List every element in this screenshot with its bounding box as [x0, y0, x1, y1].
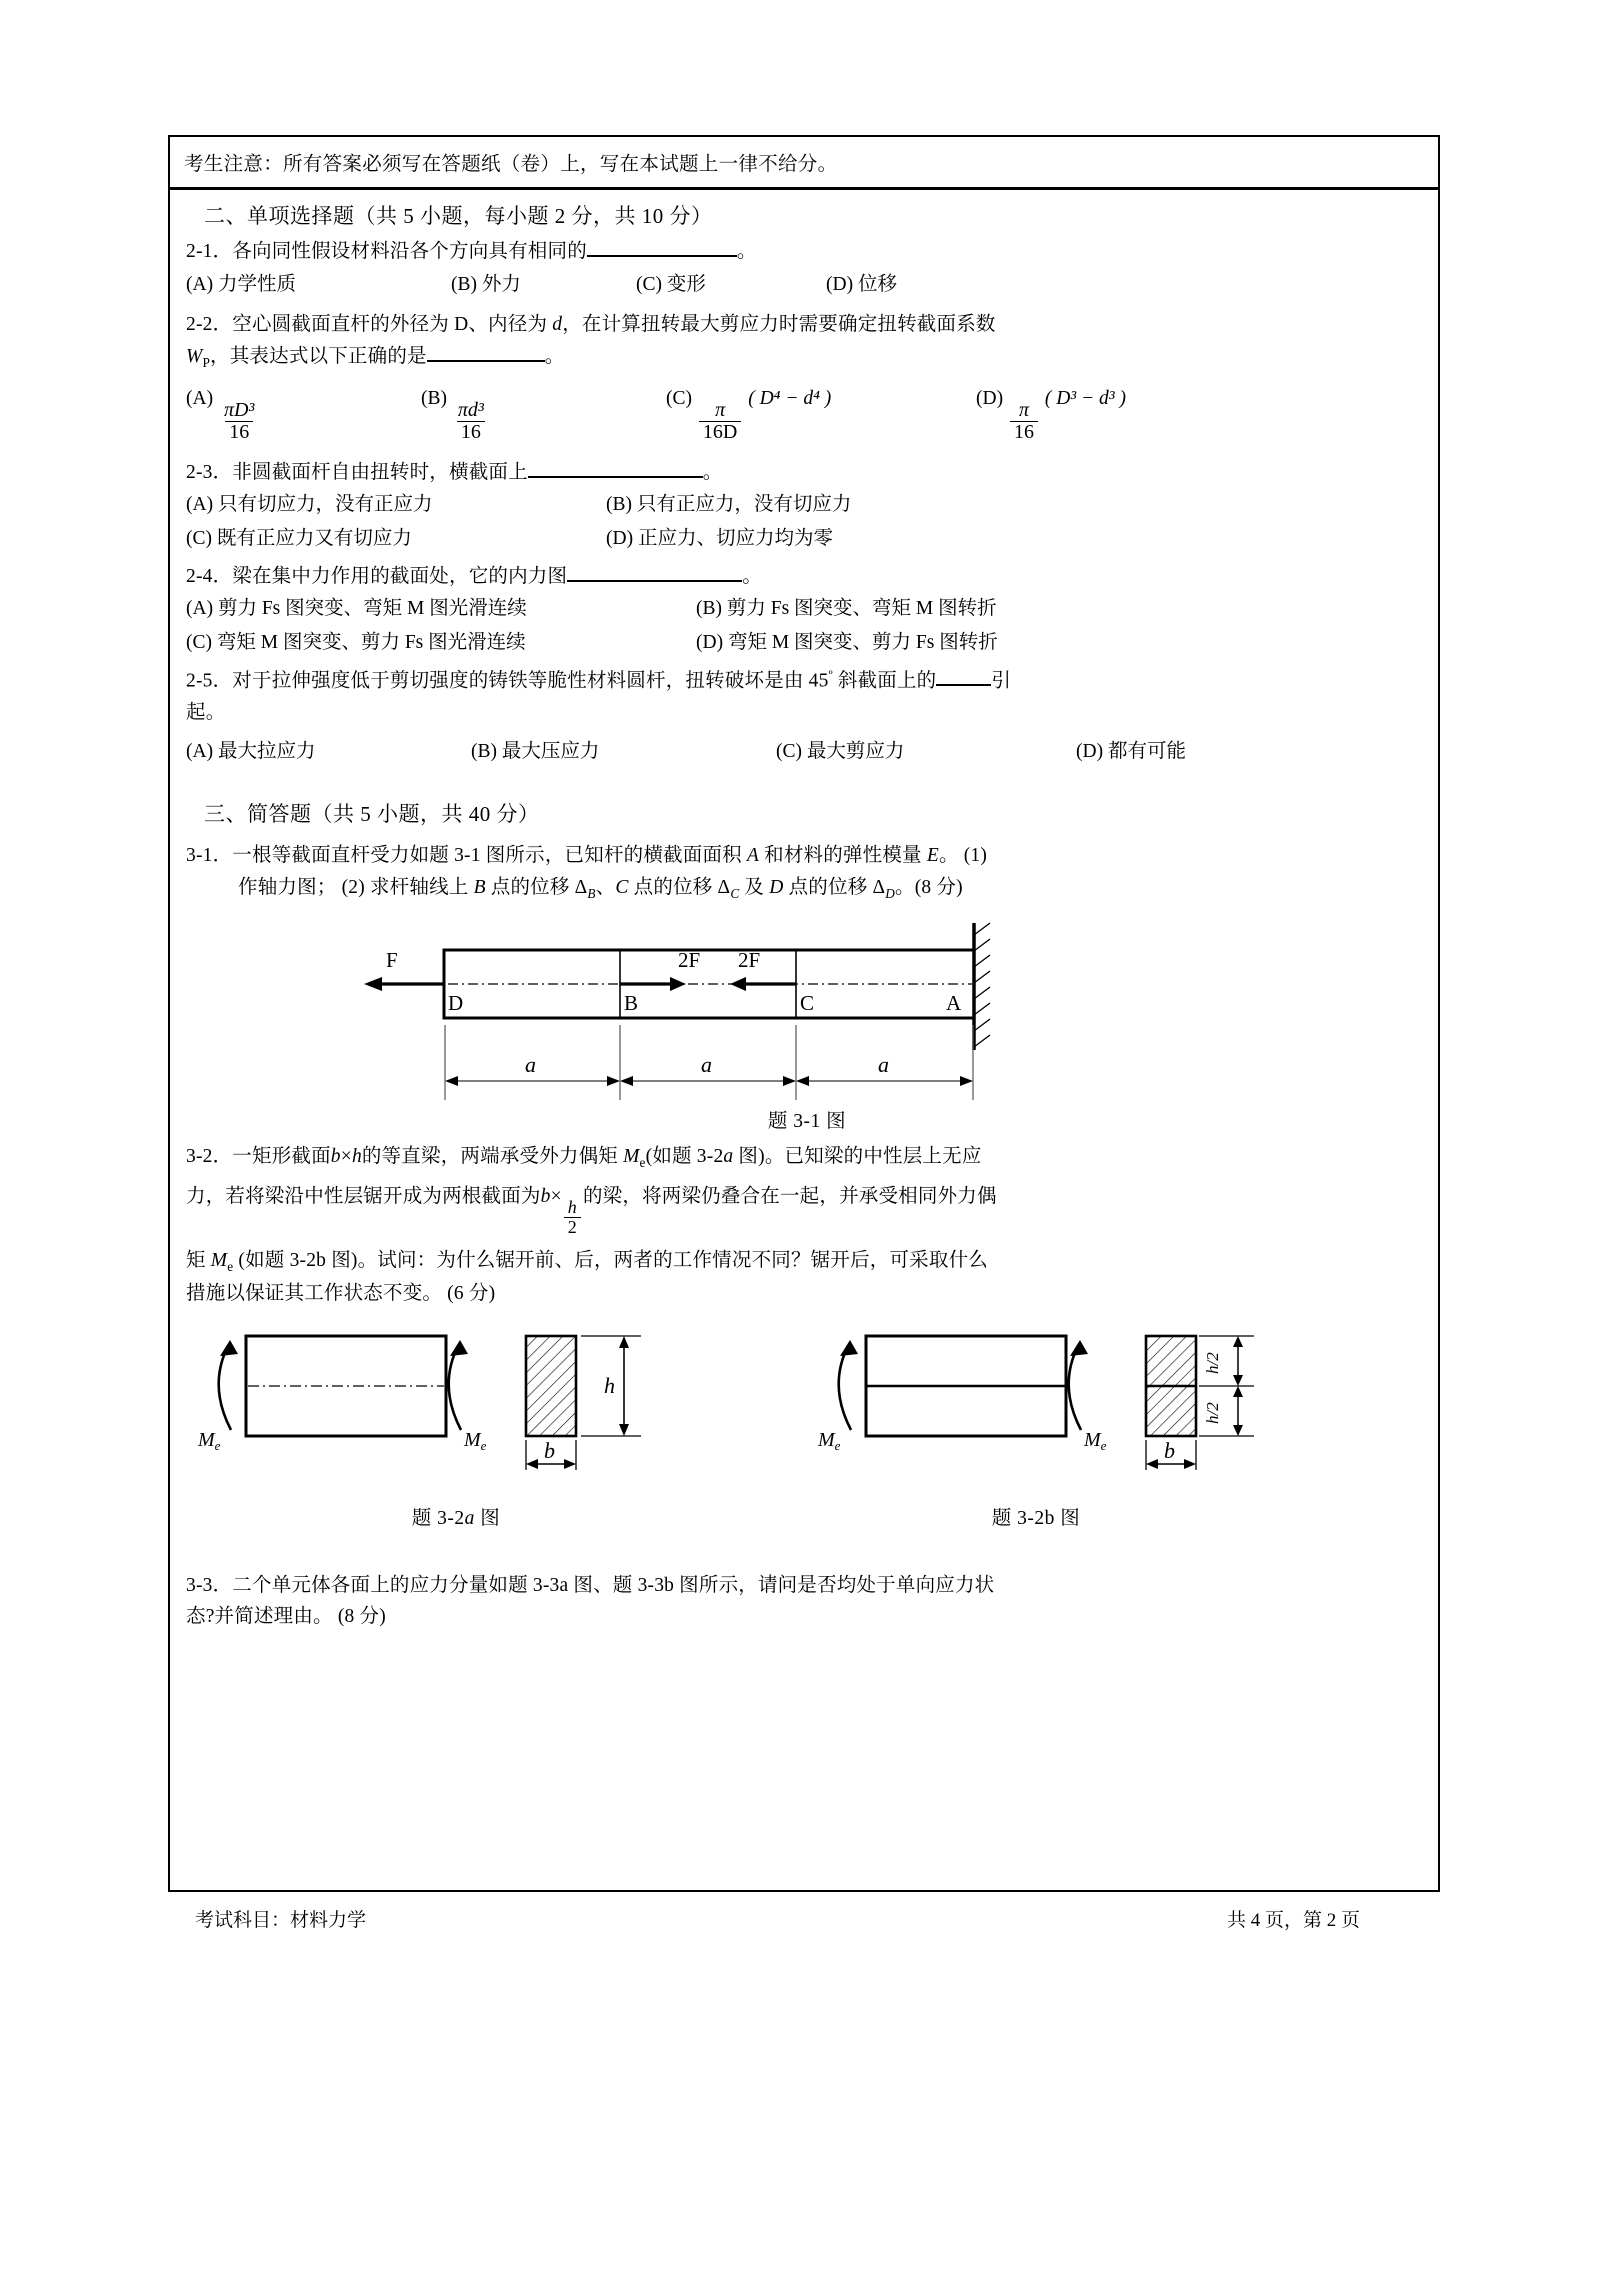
question-2-4-options-row2 — [186, 626, 1428, 659]
moment-label-left-a: $M_e$ — [198, 1428, 221, 1453]
q32-text-f: 的梁，将两梁仍叠合在一起，并承受相同外力偶 — [582, 1185, 997, 1207]
q32-var-M: M — [623, 1145, 640, 1167]
formula-c-fraction — [699, 400, 741, 443]
formula-option-d-label: (D) — [976, 387, 1004, 409]
formula-d-denominator: 16 — [1010, 421, 1038, 443]
q32-frac-den: 2 — [564, 1217, 581, 1237]
label-F: F — [386, 947, 398, 972]
moment-label-right-b: $M_e$ — [1084, 1428, 1107, 1453]
option-d-label: (D) — [696, 631, 724, 653]
formula-a-numerator: πD³ — [223, 398, 255, 421]
q32-text-h: (如题 3-2b 图)。试问：为什么锯开前、后，两者的工作情况不同？锯开后，可采取什么 — [233, 1250, 988, 1272]
q22-var-W-sub: P — [202, 354, 211, 370]
question-2-4-stem — [186, 561, 1428, 593]
option-a[interactable] — [186, 270, 451, 299]
figure-3-2a-caption — [186, 1502, 726, 1530]
q31-text-g: 点的位移 Δ — [628, 876, 731, 898]
answer-blank[interactable] — [427, 342, 545, 362]
fig-3-2b-cap-post: 图 — [1054, 1507, 1081, 1529]
q31-sub-B: B — [587, 885, 596, 901]
q31-var-A: A — [746, 844, 760, 866]
option-a-label: (A) — [186, 598, 214, 620]
q31-text-j: 。(8 分) — [895, 876, 963, 898]
q32-sub-e: e — [639, 1154, 646, 1170]
option-b-text: 剪力 Fs 图突变、弯矩 M 图转折 — [726, 598, 997, 620]
option-a[interactable] — [186, 490, 606, 519]
q32-text-g: 矩 — [186, 1250, 211, 1272]
figures-3-2-svg — [186, 1318, 1428, 1488]
q22-text-b: ，在计算扭转最大剪应力时需要确定扭转截面系数 — [562, 313, 996, 335]
formula-c-denominator: 16D — [699, 421, 741, 443]
q32-text-e: 力，若将梁沿中性层锯开成为两根截面为 — [186, 1185, 541, 1207]
q25-text-a: 2-5．对于拉伸强度低于剪切强度的铸铁等脆性材料圆杆，扭转破坏是由 45 — [186, 670, 829, 692]
q31-text-d: 作轴力图； (2) 求杆轴线上 — [238, 876, 474, 898]
formula-a-fraction — [220, 400, 258, 443]
q31-sub-C: C — [730, 885, 740, 901]
option-b-label: (B) — [471, 740, 497, 762]
formula-option-a-label: (A) — [186, 387, 214, 409]
q31-var-D: D — [769, 876, 784, 898]
option-a-text: 力学性质 — [217, 273, 296, 295]
fig-3-2b-cap-pre: 题 3-2b — [991, 1507, 1055, 1529]
q32-text-a: 3-2．一矩形截面 — [186, 1145, 331, 1167]
formula-option-b-label: (B) — [421, 387, 447, 409]
answer-blank[interactable] — [528, 458, 703, 478]
formula-c-tail: ( D⁴ − d⁴ ) — [748, 387, 832, 409]
question-2-1-stem-end: 。 — [736, 241, 757, 262]
q32-sub-e2: e — [227, 1258, 234, 1274]
question-2-1-stem-text: 2-1．各向同性假设材料沿各个方向具有相同的 — [186, 241, 587, 262]
exam-content — [186, 196, 1428, 1633]
q22-text-end: 。 — [544, 345, 565, 367]
question-3-1-line1 — [186, 840, 1428, 872]
option-d-text: 弯矩 M 图突变、剪力 Fs 图转折 — [727, 631, 998, 653]
option-c[interactable] — [636, 270, 826, 299]
q23-text: 2-3．非圆截面杆自由扭转时，横截面上 — [186, 461, 528, 483]
q24-text: 2-4．梁在集中力作用的截面处，它的内力图 — [186, 565, 568, 587]
formula-option-c[interactable] — [666, 384, 976, 443]
q31-text-a: 3-1．一根等截面直杆受力如题 3-1 图所示，已知杆的横截面面积 — [186, 844, 747, 866]
section-2-heading: 二、单项选择题（共 5 小题，每小题 2 分，共 10 分） — [204, 204, 713, 228]
formula-a-denominator: 16 — [225, 421, 253, 443]
formula-b-fraction — [454, 400, 488, 443]
dim-h2-top: h/2 — [1203, 1352, 1222, 1374]
figures-3-2 — [186, 1318, 1428, 1530]
question-2-3-options-row1 — [186, 488, 1428, 521]
q32-text-c: (如题 3-2 — [645, 1145, 724, 1167]
q32-var-M2: M — [210, 1250, 228, 1272]
question-2-3-options-row2 — [186, 522, 1428, 555]
candidate-notice-box — [168, 135, 1440, 189]
answer-blank[interactable] — [587, 237, 737, 257]
option-a-label: (A) — [186, 273, 214, 295]
footer-page-number: 共 4 页，第 2 页 — [1226, 1910, 1360, 1931]
option-d-label: (D) — [826, 273, 854, 295]
option-b-text: 外力 — [481, 273, 521, 295]
candidate-notice-text: 考生注意：所有答案必须写在答题纸（卷）上，写在本试题上一律不给分。 — [184, 154, 838, 175]
q32-var-b2: b — [540, 1185, 551, 1207]
question-2-1-options — [186, 268, 1428, 301]
option-b[interactable] — [696, 594, 997, 623]
q31-var-B: B — [473, 876, 486, 898]
option-a-text: 剪力 Fs 图突变、弯矩 M 图光滑连续 — [217, 598, 527, 620]
option-a-text: 最大拉应力 — [217, 740, 316, 762]
q32-fig-a: a — [723, 1145, 734, 1167]
section-3-heading: 三、简答题（共 5 小题，共 40 分） — [204, 801, 540, 826]
q25-text-b: 斜截面上的 — [832, 670, 937, 692]
option-d-text: 位移 — [857, 273, 897, 295]
option-d[interactable] — [826, 270, 897, 299]
node-D: D — [448, 990, 464, 1015]
option-c[interactable] — [186, 628, 696, 657]
q23-text-end: 。 — [702, 461, 723, 483]
formula-option-d[interactable] — [976, 384, 1126, 443]
question-2-5-stem-line1 — [186, 665, 1428, 697]
option-c-text: 既有正应力又有切应力 — [216, 527, 412, 549]
option-b-label: (B) — [606, 494, 632, 516]
option-c-label: (C) — [186, 527, 212, 549]
question-3-2-line1 — [186, 1141, 1428, 1174]
formula-b-denominator: 16 — [457, 421, 485, 443]
q25-degree-symbol: º — [828, 667, 833, 682]
option-d-label: (D) — [1076, 740, 1104, 762]
q31-text-i: 点的位移 Δ — [783, 876, 886, 898]
option-a[interactable] — [186, 594, 696, 623]
dim-h2-bot: h/2 — [1203, 1402, 1222, 1424]
question-2-2-stem-line2 — [186, 341, 1428, 374]
q22-var-d: d — [552, 313, 563, 335]
q31-text-f: 、 — [595, 876, 616, 898]
formula-d-tail: ( D³ − d³ ) — [1044, 387, 1126, 409]
answer-blank[interactable] — [936, 666, 991, 686]
label-2F-left: 2F — [678, 947, 701, 972]
option-b[interactable] — [606, 490, 851, 519]
option-c-text: 弯矩 M 图突变、剪力 Fs 图光滑连续 — [216, 631, 526, 653]
answer-blank[interactable] — [567, 562, 742, 582]
q32-frac-num: h — [567, 1197, 577, 1218]
formula-c-numerator: π — [715, 398, 726, 421]
option-b[interactable] — [471, 737, 776, 766]
figure-3-1 — [186, 915, 1428, 1133]
label-2F-right: 2F — [738, 947, 761, 972]
option-d-text: 都有可能 — [1107, 740, 1186, 762]
figure-3-2b-caption — [726, 1502, 1346, 1530]
q32-var-b: b — [330, 1145, 341, 1167]
option-d[interactable] — [1076, 737, 1186, 766]
option-d[interactable] — [696, 628, 998, 657]
question-2-3-stem — [186, 457, 1428, 489]
q31-sub-D: D — [885, 885, 895, 901]
option-c-label: (C) — [186, 631, 212, 653]
question-2-2-stem-line1 — [186, 309, 1428, 341]
question-2-2-formula-options — [186, 374, 1428, 451]
node-A: A — [946, 990, 962, 1015]
option-a[interactable] — [186, 737, 471, 766]
question-2-5-options — [186, 729, 1428, 768]
option-a-text: 只有切应力，没有正应力 — [217, 494, 433, 516]
fig-3-2a-cap-pre: 题 3-2 — [411, 1507, 465, 1529]
node-B: B — [624, 990, 639, 1015]
q25-text-c: 引 — [991, 670, 1012, 692]
moment-label-left-b: $M_e$ — [818, 1428, 841, 1453]
moment-label-right-a: $M_e$ — [464, 1428, 487, 1453]
question-3-2-line3 — [186, 1245, 1428, 1278]
q32-var-h: h — [351, 1145, 362, 1167]
question-3-2-line4: 措施以保证其工作状态不变。 (6 分) — [186, 1283, 496, 1305]
option-c-label: (C) — [636, 273, 662, 295]
q31-text-b: 和材料的弹性模量 — [759, 844, 927, 866]
dim-h-a: h — [604, 1372, 615, 1398]
question-3-3-line2: 态?并简述理由。 (8 分) — [186, 1606, 386, 1628]
option-d-label: (D) — [606, 527, 634, 549]
figure-3-1-svg — [186, 915, 1428, 1105]
q32-text-b2: 的等直梁，两端承受外力偶矩 — [361, 1145, 624, 1167]
option-c-text: 最大剪应力 — [806, 740, 905, 762]
q22-var-W: W — [186, 345, 203, 367]
option-c-label: (C) — [776, 740, 802, 762]
q32-times: × — [340, 1145, 352, 1167]
q31-text-c: 。 (1) — [938, 844, 988, 866]
option-d[interactable] — [606, 524, 833, 553]
q22-text-a: 2-2．空心圆截面直杆的外径为 D、内径为 — [186, 313, 553, 335]
q31-var-E: E — [926, 844, 939, 866]
dim-a-1: a — [525, 1051, 536, 1077]
q22-text-c: ，其表达式以下正确的是 — [210, 345, 427, 367]
option-c[interactable] — [186, 524, 606, 553]
option-b-text: 最大压应力 — [501, 740, 600, 762]
formula-option-a[interactable] — [186, 384, 421, 443]
dim-b-b: b — [1164, 1437, 1175, 1463]
formula-d-numerator: π — [1018, 398, 1029, 421]
option-c[interactable] — [776, 737, 1076, 766]
question-2-4-options-row1 — [186, 592, 1428, 625]
question-2-1-stem — [186, 236, 1428, 268]
dim-b-a: b — [544, 1437, 555, 1463]
dim-a-3: a — [878, 1051, 889, 1077]
formula-option-c-label: (C) — [666, 387, 692, 409]
question-3-2-line2 — [186, 1174, 1428, 1245]
q31-text-e: 点的位移 Δ — [485, 876, 588, 898]
formula-b-numerator: πd³ — [457, 398, 484, 421]
formula-option-b[interactable] — [421, 384, 666, 443]
question-2-5-stem-line2: 起。 — [186, 702, 226, 723]
figure-3-1-caption: 题 3-1 图 — [767, 1110, 847, 1132]
fig-3-2a-cap-ital: a — [464, 1507, 475, 1529]
q31-var-C: C — [615, 876, 629, 898]
formula-d-fraction — [1010, 400, 1038, 443]
question-3-3-line1: 3-3．二个单元体各面上的应力分量如题 3-3a 图、题 3-3b 图所示，请问是否均处于单向应力状 — [186, 1574, 995, 1596]
option-c-text: 变形 — [666, 273, 706, 295]
option-a-label: (A) — [186, 494, 214, 516]
option-b-label: (B) — [696, 598, 722, 620]
q32-fraction-h-2 — [564, 1198, 581, 1237]
dim-a-2: a — [701, 1051, 712, 1077]
fig-3-2a-cap-post: 图 — [474, 1507, 501, 1529]
q32-times2: × — [550, 1185, 562, 1207]
option-b[interactable] — [451, 270, 636, 299]
option-b-text: 只有正应力，没有切应力 — [636, 494, 852, 516]
node-C: C — [800, 990, 815, 1015]
option-a-label: (A) — [186, 740, 214, 762]
footer-subject: 考试科目：材料力学 — [195, 1910, 367, 1931]
q24-text-end: 。 — [742, 565, 762, 587]
option-b-label: (B) — [451, 273, 477, 295]
page-footer — [195, 1905, 1445, 1932]
q31-text-h: 及 — [739, 876, 770, 898]
option-d-text: 正应力、切应力均为零 — [637, 527, 833, 549]
question-3-1-line2 — [186, 872, 1428, 905]
q32-text-d: 图)。已知梁的中性层上无应 — [733, 1145, 982, 1167]
